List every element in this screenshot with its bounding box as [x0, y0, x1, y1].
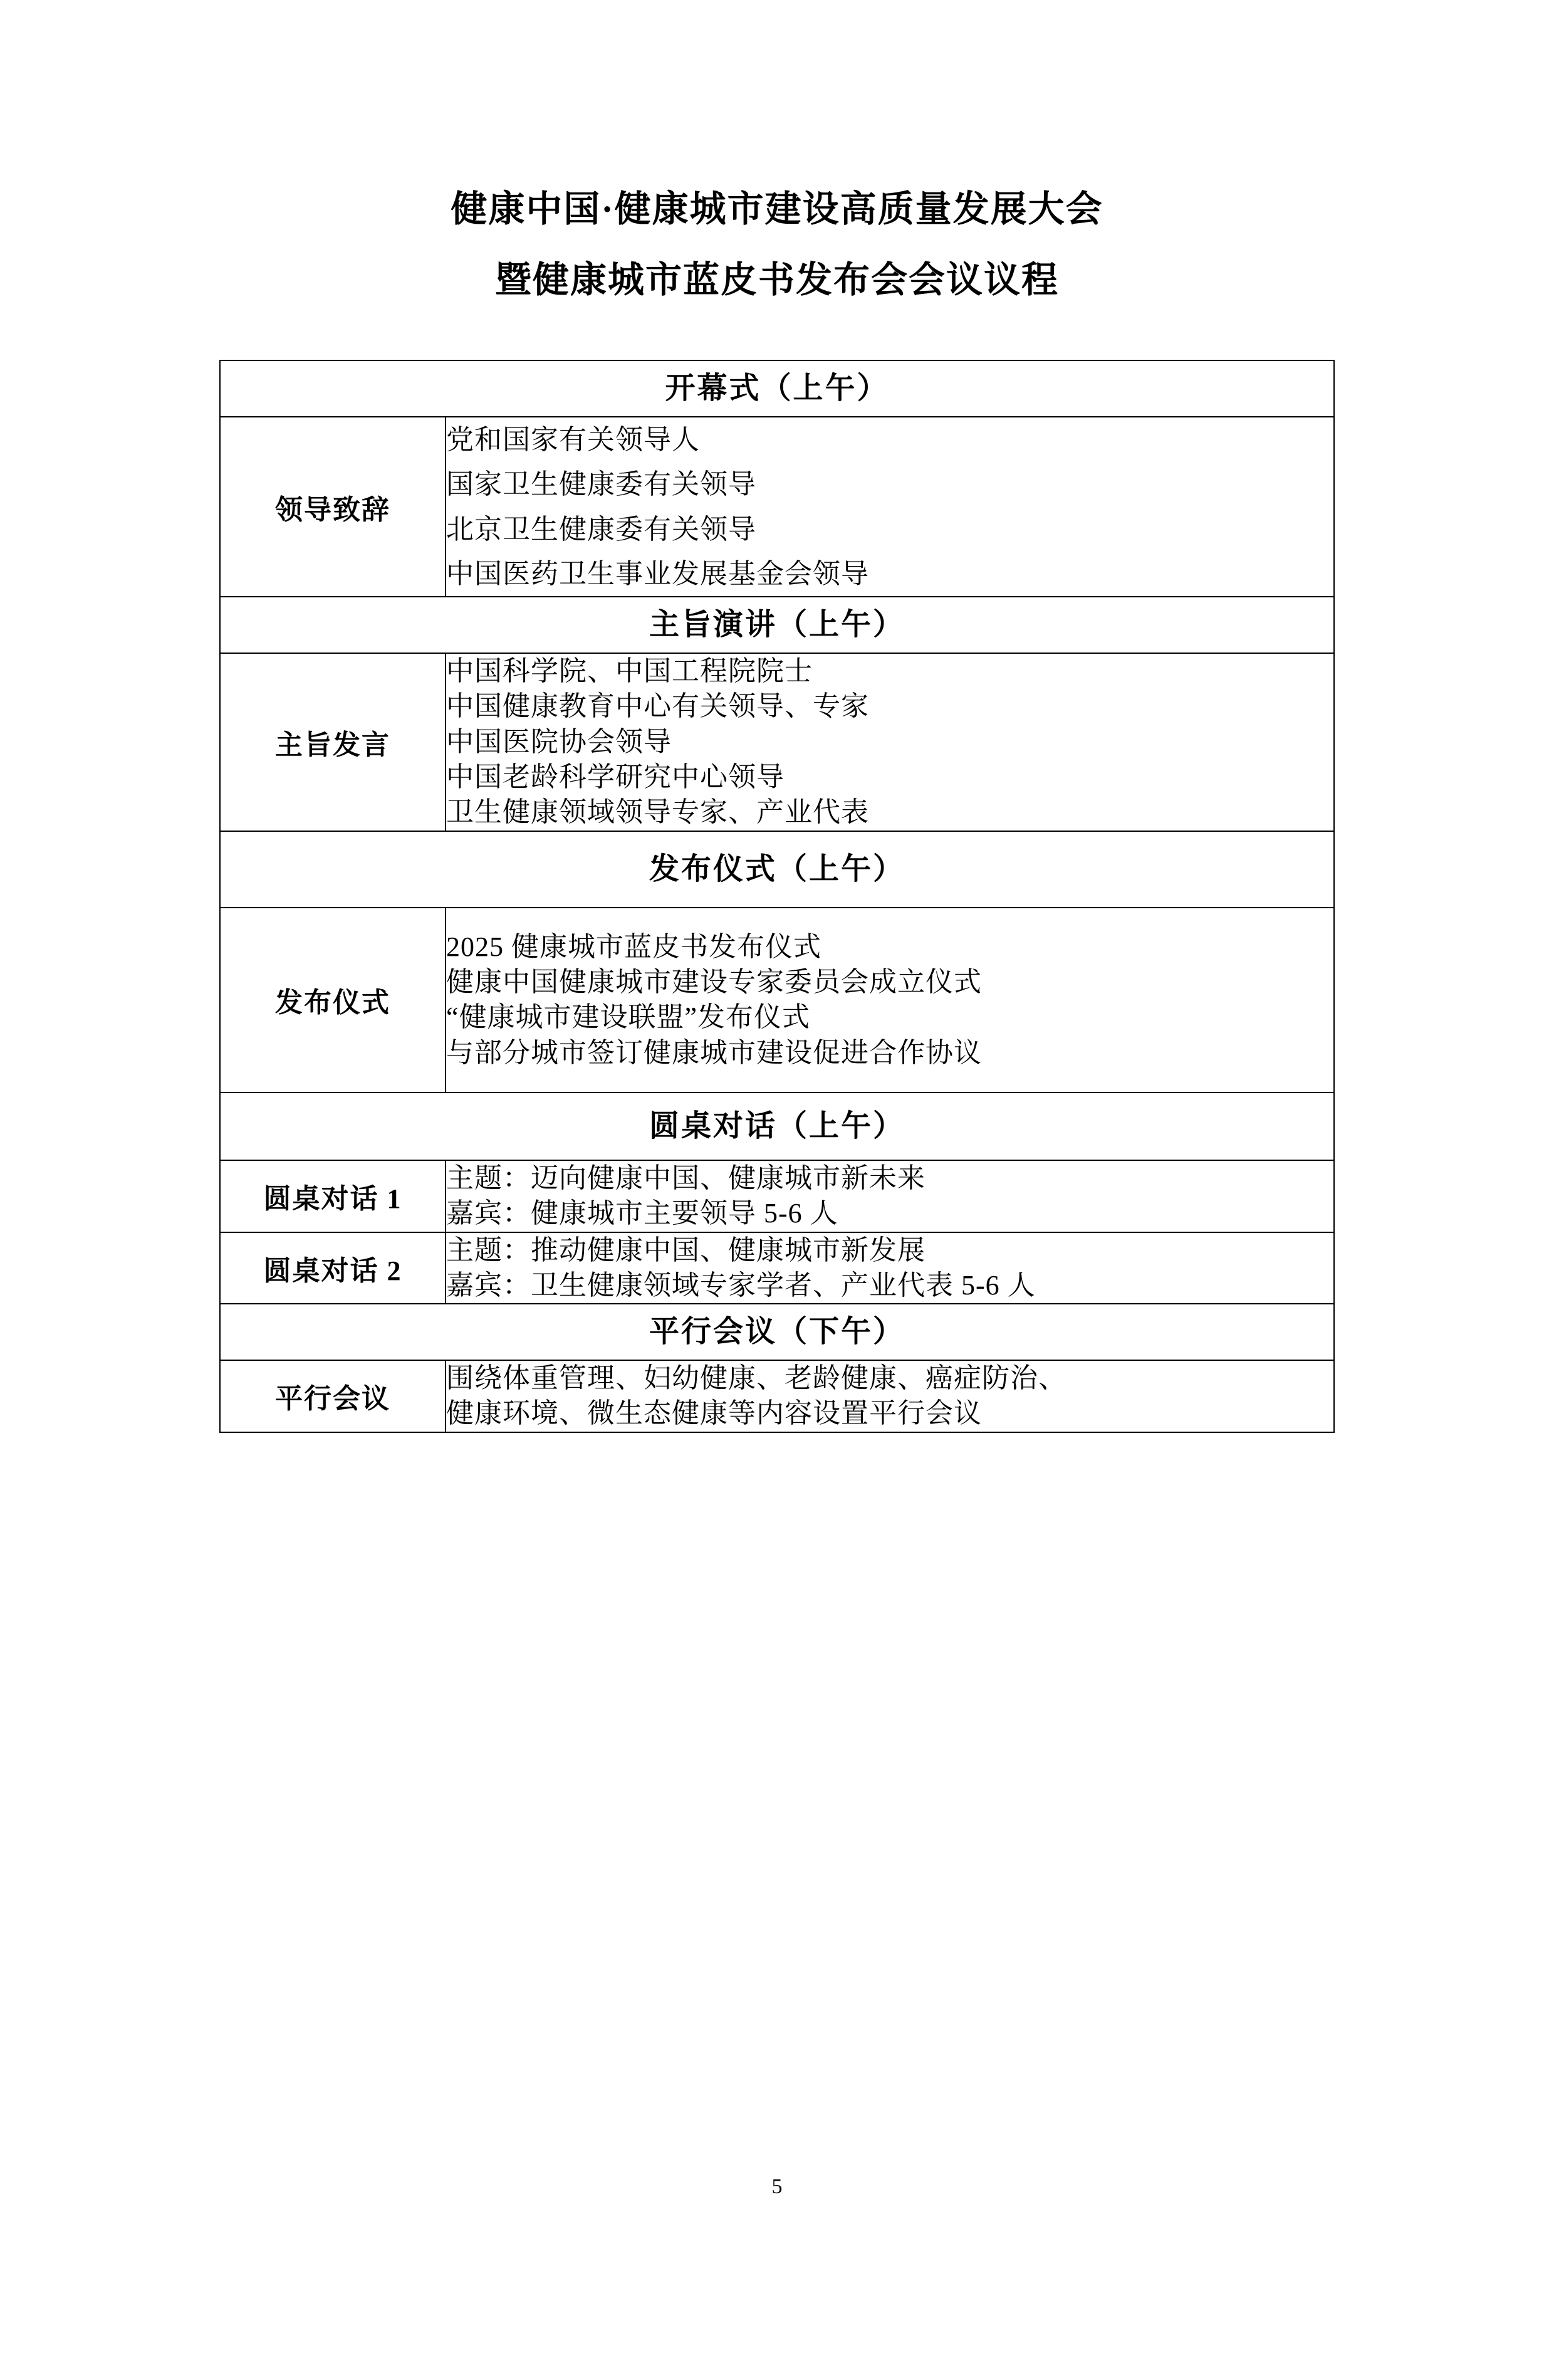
- section-heading: 开幕式（上午）: [220, 360, 1334, 417]
- row-content: [446, 1360, 1334, 1432]
- section-heading: 圆桌对话（上午）: [220, 1093, 1334, 1160]
- page-title-line-1: 健康中国·健康城市建设高质量发展大会: [451, 189, 1103, 229]
- content-line: 中国老龄科学研究中心领导: [446, 762, 785, 792]
- agenda-row: [220, 908, 1334, 1093]
- agenda-table: [219, 360, 1335, 1433]
- content-line: 中国科学院、中国工程院院士: [446, 656, 813, 687]
- section-heading-row: [220, 831, 1334, 908]
- section-heading-row: [220, 1304, 1334, 1360]
- page-title-line-2: 暨健康城市蓝皮书发布会会议议程: [494, 259, 1059, 300]
- content-line: 北京卫生健康委有关领导: [446, 513, 756, 545]
- section-heading-row: [220, 597, 1334, 653]
- section-heading: 平行会议（下午）: [220, 1304, 1334, 1360]
- row-content: [446, 1160, 1334, 1232]
- agenda-row: [220, 653, 1334, 831]
- row-content: [446, 908, 1334, 1093]
- content-line: 围绕体重管理、妇幼健康、老龄健康、癌症防治、: [446, 1363, 1066, 1394]
- section-heading: 主旨演讲（上午）: [220, 597, 1334, 653]
- agenda-row: [220, 1160, 1334, 1232]
- section-heading-row: [220, 360, 1334, 417]
- page-number: 5: [771, 2175, 783, 2198]
- row-label: 发布仪式: [220, 908, 446, 1093]
- row-label: 领导致辞: [220, 417, 446, 597]
- content-line: “健康城市建设联盟”发布仪式: [446, 1002, 811, 1033]
- row-label: 圆桌对话 1: [220, 1160, 446, 1232]
- row-label: 圆桌对话 2: [220, 1232, 446, 1304]
- agenda-row: [220, 1232, 1334, 1304]
- document-page: [0, 182, 1554, 2380]
- row-label: 主旨发言: [220, 653, 446, 831]
- content-line: 嘉宾：卫生健康领域专家学者、产业代表 5-6 人: [446, 1269, 1036, 1301]
- content-line: 健康环境、微生态健康等内容设置平行会议: [446, 1398, 982, 1429]
- content-line: 主题：迈向健康中国、健康城市新未来: [446, 1162, 926, 1193]
- section-heading-row: [220, 1093, 1334, 1160]
- row-content: [446, 653, 1334, 831]
- content-line: 健康中国健康城市建设专家委员会成立仪式: [446, 966, 982, 997]
- content-line: 中国医药卫生事业发展基金会领导: [446, 558, 869, 589]
- content-line: 国家卫生健康委有关领导: [446, 469, 756, 500]
- content-line: 嘉宾：健康城市主要领导 5-6 人: [446, 1198, 838, 1229]
- content-line: 卫生健康领域领导专家、产业代表: [446, 797, 869, 828]
- row-label: 平行会议: [220, 1360, 446, 1432]
- row-content: [446, 1232, 1334, 1304]
- content-line: 党和国家有关领导人: [446, 424, 700, 455]
- section-heading: 发布仪式（上午）: [220, 831, 1334, 908]
- content-line: 中国健康教育中心有关领导、专家: [446, 691, 869, 722]
- agenda-row: [220, 417, 1334, 597]
- content-line: 与部分城市签订健康城市建设促进合作协议: [446, 1037, 982, 1068]
- agenda-row: [220, 1360, 1334, 1432]
- row-content: [446, 417, 1334, 597]
- content-line: 主题：推动健康中国、健康城市新发展: [446, 1234, 926, 1266]
- content-line: 中国医院协会领导: [446, 726, 672, 757]
- content-line: 2025 健康城市蓝皮书发布仪式: [446, 931, 821, 962]
